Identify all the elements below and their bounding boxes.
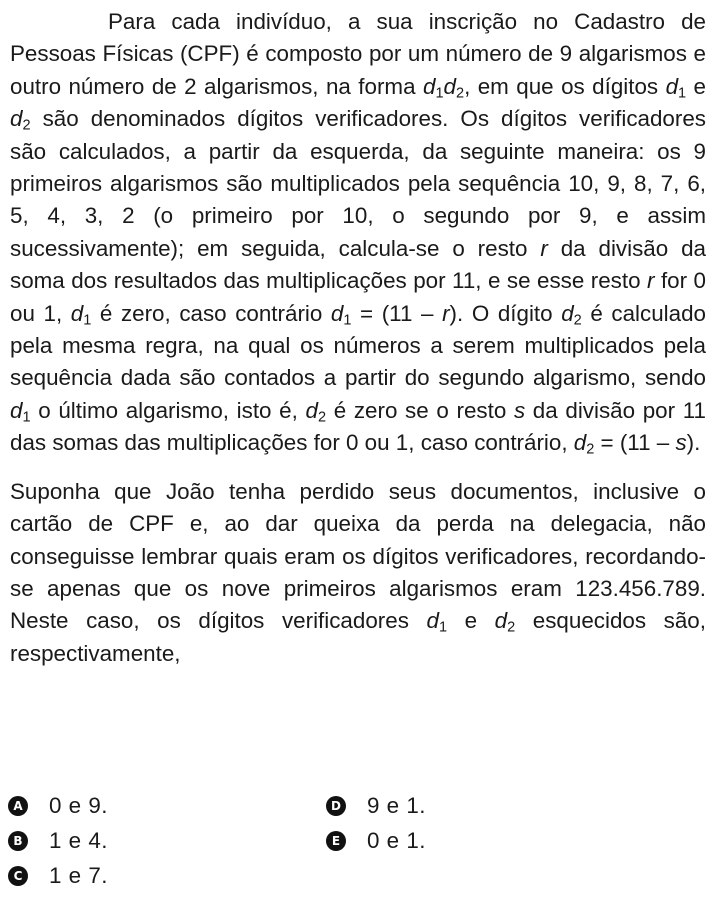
subscript: 2 xyxy=(573,312,582,329)
option-d-text: 9 e 1. xyxy=(367,793,427,818)
subscript: 1 xyxy=(83,312,92,329)
text-span: esquecidos são, respectivamente, xyxy=(10,608,706,666)
option-b-text: 1 e 4. xyxy=(49,828,109,853)
option-b-badge-icon: B xyxy=(8,831,28,851)
var-d: d xyxy=(10,106,23,132)
option-a[interactable] xyxy=(8,793,108,819)
option-d[interactable] xyxy=(326,793,426,819)
option-a-text: 0 e 9. xyxy=(49,793,109,818)
var-s: s xyxy=(675,430,687,456)
text-span: é calculado pela mesma regra, na qual os números a serem multiplicados pela sequência dada são contados a partir do segundo algarismo, sendo xyxy=(10,300,706,391)
answer-options xyxy=(8,793,708,893)
text-span: e xyxy=(686,73,706,99)
var-r: r xyxy=(647,268,655,294)
var-d: d xyxy=(561,300,574,326)
subscript: 2 xyxy=(317,409,327,426)
text-span: da divisão por 11 das somas das multiplicações for 0 ou 1, caso contrário, xyxy=(10,397,707,456)
subscript: 2 xyxy=(22,117,31,134)
text-span: = (11 – xyxy=(351,300,443,326)
text-span: Suponha que João tenha perdido seus documentos, inclusive o cartão de CPF e, ao dar queixa da perda na delegacia, não conseguisse lembrar quais eram os dígitos verificadores, recordando-se apenas que os nove primeiros algarismos eram 123.456.789. Neste caso, os dígitos verificadores xyxy=(10,478,706,634)
question-paragraph-1 xyxy=(10,6,706,460)
text-span: , em que os dígitos xyxy=(464,73,666,99)
var-d: d xyxy=(305,397,318,423)
var-r: r xyxy=(540,235,548,261)
question-paragraph-2 xyxy=(10,476,706,670)
var-d: d xyxy=(665,73,679,99)
option-b[interactable] xyxy=(8,828,108,854)
var-d: d xyxy=(422,73,436,99)
text-span: Para cada indivíduo, a sua inscrição no Cadastro de Pessoas Físicas (CPF) é composto por um número de 9 algarismos e outro número de 2 algarismos, na forma xyxy=(10,9,706,99)
subscript: 1 xyxy=(435,85,444,102)
var-s: s xyxy=(513,397,526,423)
text-span: e xyxy=(447,608,495,634)
subscript: 2 xyxy=(507,619,516,636)
text-span: é zero, caso contrário xyxy=(91,300,331,326)
subscript: 1 xyxy=(343,312,352,329)
var-d: d xyxy=(443,73,456,99)
option-c-text: 1 e 7. xyxy=(49,863,109,888)
text-span: ). O dígito xyxy=(449,300,562,326)
subscript: 2 xyxy=(586,441,595,458)
option-a-badge-icon: A xyxy=(8,796,28,816)
var-r: r xyxy=(442,300,450,326)
text-span: o último algarismo, isto é, xyxy=(30,397,306,423)
var-d: d xyxy=(494,608,508,634)
text-span: for 0 ou 1, xyxy=(10,268,706,326)
option-e[interactable] xyxy=(326,828,426,854)
var-d: d xyxy=(426,608,439,634)
text-span: é zero se o resto xyxy=(326,397,514,423)
option-c[interactable] xyxy=(8,863,108,889)
var-d: d xyxy=(573,430,587,456)
question-body xyxy=(10,6,706,670)
option-e-text: 0 e 1. xyxy=(367,828,427,853)
option-c-badge-icon: C xyxy=(8,866,28,886)
var-d: d xyxy=(10,397,23,423)
text-span: da divisão da soma dos resultados das multiplicações por 11, e se esse resto xyxy=(10,235,706,294)
var-d: d xyxy=(70,300,84,326)
subscript: 1 xyxy=(22,409,31,426)
text-span: ). xyxy=(686,430,701,456)
subscript: 1 xyxy=(438,619,448,636)
option-d-badge-icon: D xyxy=(326,796,346,816)
text-span: = (11 – xyxy=(594,430,676,456)
subscript: 1 xyxy=(678,85,687,102)
text-span: são denominados dígitos verificadores. Os dígitos verificadores são calculados, a partir da esquerda, da seguinte maneira: os 9 primeiros algarismos são multiplicados pela sequência 10, 9, 8, 7, 6, 5, 4, 3, 2 (o primeiro por 10, o segundo por 9, e assim sucessivamente); em seguida, calcula-se o resto xyxy=(10,106,706,261)
subscript: 2 xyxy=(455,85,465,102)
var-d: d xyxy=(330,300,344,326)
option-e-badge-icon: E xyxy=(326,831,346,851)
